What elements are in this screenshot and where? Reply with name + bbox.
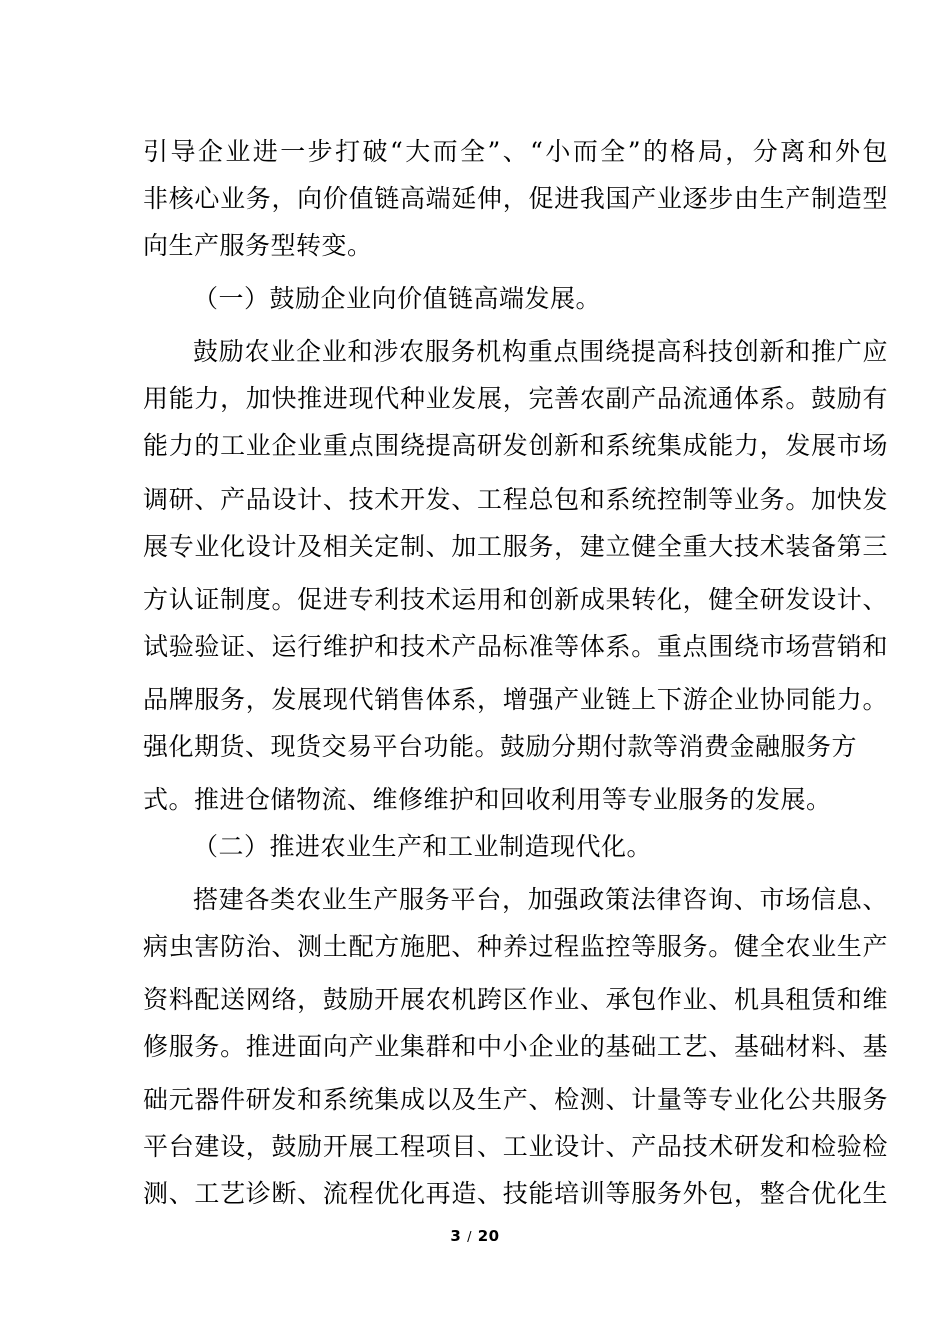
- text-line: 非核心业务，向价值链高端延伸，促进我国产业逐步由生产制造型: [143, 184, 888, 213]
- text-line: 搭建各类农业生产服务平台，加强政策法律咨询、市场信息、: [193, 885, 888, 914]
- text-line: 向生产服务型转变。: [143, 231, 373, 260]
- page-separator: /: [467, 1230, 472, 1245]
- text-line: 平台建设，鼓励开展工程项目、工业设计、产品技术研发和检验检: [143, 1132, 888, 1161]
- text-line: 测、工艺诊断、流程优化再造、技能培训等服务外包，整合优化生: [143, 1179, 888, 1208]
- text-line: 能力的工业企业重点围绕提高研发创新和系统集成能力，发展市场: [143, 431, 888, 460]
- text-line: 强化期货、现货交易平台功能。鼓励分期付款等消费金融服务方: [143, 732, 858, 761]
- text-line: 资料配送网络，鼓励开展农机跨区作业、承包作业、机具租赁和维: [143, 985, 888, 1014]
- text-line: 用能力，加快推进现代种业发展，完善农副产品流通体系。鼓励有: [143, 384, 888, 413]
- text-line: 展专业化设计及相关定制、加工服务，建立健全重大技术装备第三: [143, 532, 888, 561]
- text-line: 础元器件研发和系统集成以及生产、检测、计量等专业化公共服务: [143, 1085, 888, 1114]
- text-line: 品牌服务，发展现代销售体系，增强产业链上下游企业协同能力。: [143, 685, 888, 714]
- text-line: 方认证制度。促进专利技术运用和创新成果转化，健全研发设计、: [143, 585, 888, 614]
- page-total: 20: [477, 1227, 500, 1245]
- text-line: 修服务。推进面向产业集群和中小企业的基础工艺、基础材料、基: [143, 1032, 888, 1061]
- text-line: 鼓励农业企业和涉农服务机构重点围绕提高科技创新和推广应: [193, 337, 888, 366]
- text-line: 式。推进仓储物流、维修维护和回收利用等专业服务的发展。: [143, 785, 832, 814]
- text-line: 引导企业进一步打破“大而全”、“小而全”的格局，分离和外包: [143, 137, 888, 166]
- page-number: [0, 1226, 950, 1248]
- section-heading: （二）推进农业生产和工业制造现代化。: [193, 832, 653, 861]
- text-line: 调研、产品设计、技术开发、工程总包和系统控制等业务。加快发: [143, 485, 888, 514]
- page-current: 3: [450, 1227, 462, 1245]
- text-line: 试验验证、运行维护和技术产品标准等体系。重点围绕市场营销和: [143, 632, 888, 661]
- section-heading: （一）鼓励企业向价值链高端发展。: [193, 284, 602, 313]
- text-line: 病虫害防治、测土配方施肥、种养过程监控等服务。健全农业生产: [143, 932, 888, 961]
